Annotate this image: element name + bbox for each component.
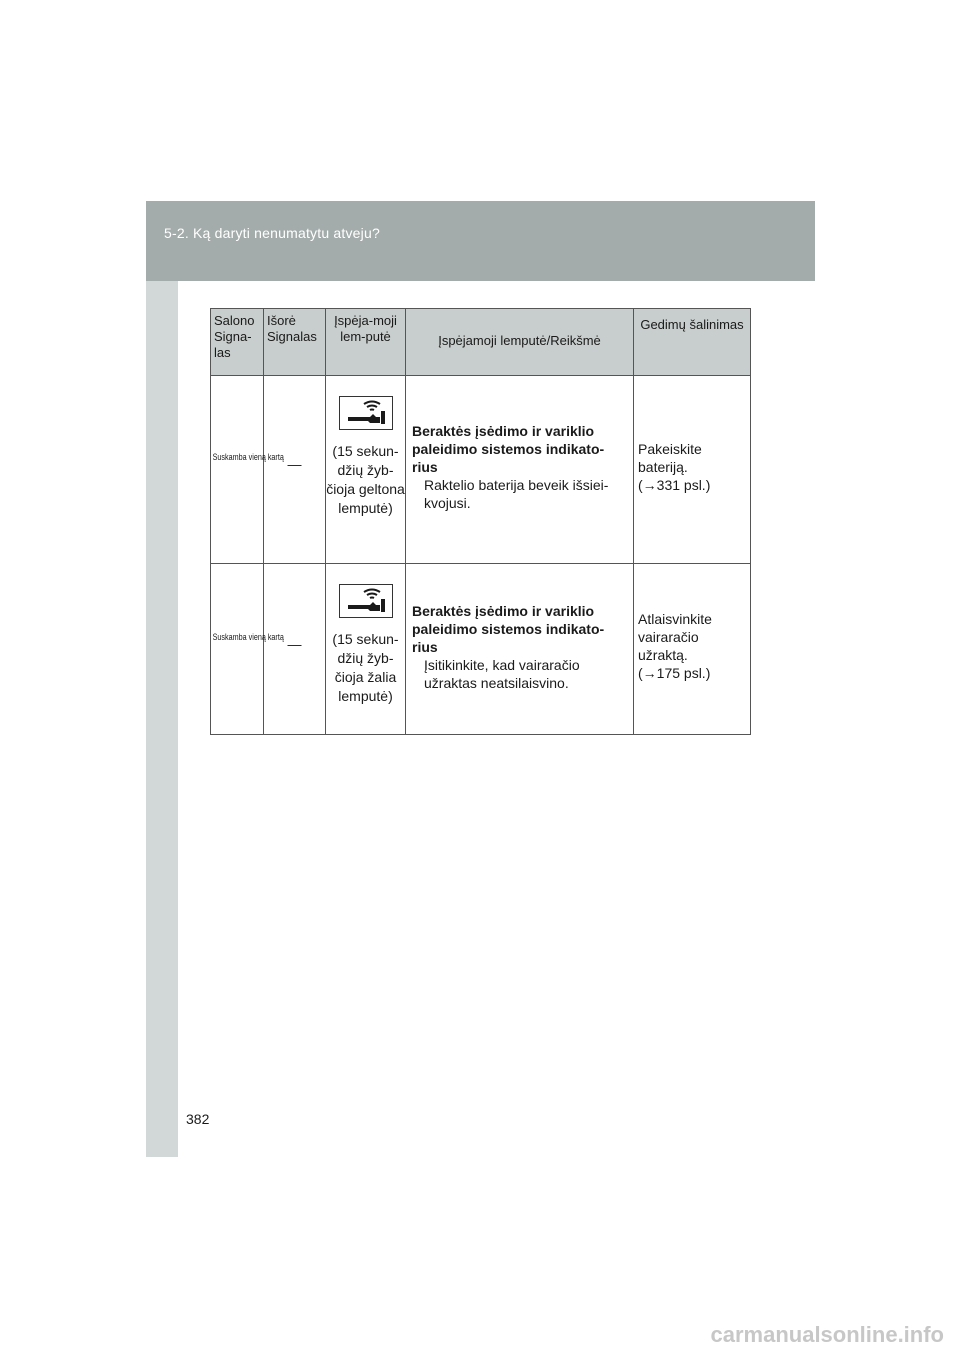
indicator-meaning: Įsitikinkite, kad vairaračio užraktas neatsilaisvino. [424,657,580,691]
page-number: 382 [186,1111,210,1127]
indicator-title: Beraktės įsėdimo ir variklio paleidimo sistemos indikato-rius [412,603,605,655]
interior-signal-cell: Suskamba vieną kartą [211,564,264,735]
header-troubleshooting: Gedimų šalinimas [634,309,751,376]
lamp-cell [326,564,406,735]
header-interior-signal: Salono Signa-las [211,309,264,376]
header-exterior-signal: Išorė Signalas [264,309,326,376]
interior-signal-cell: Suskamba vieną kartą [211,376,264,564]
lamp-caption: (15 sekun-džių žyb-čioja geltona lemputė) [326,443,405,516]
header-warning-lamp: Įspėja-moji lem-putė [326,309,406,376]
section-title: 5-2. Ką daryti nenumatytu atveju? [164,225,380,241]
footer-watermark-url: carmanualsonline.info [710,1322,944,1347]
side-strip [146,281,178,1157]
troubleshooting-cell [634,564,751,735]
description-cell [406,564,634,735]
key-wireless-indicator-icon [339,584,393,618]
troubleshooting-text: Pakeiskite bateriją. (→331 psl.) [638,441,711,493]
description-cell [406,376,634,564]
table-row [211,564,751,735]
troubleshooting-text: Atlaisvinkite vairaračio užraktą. (→175 psl.) [638,611,712,681]
indicator-title: Beraktės įsėdimo ir variklio paleidimo sistemos indikato-rius [412,423,605,475]
section-header [146,201,815,281]
key-wireless-warning-icon [339,396,393,430]
exterior-signal-cell: — [264,376,326,564]
warning-indicator-table [210,308,751,735]
exterior-signal-cell: — [264,564,326,735]
table-row [211,376,751,564]
lamp-caption: (15 sekun-džių žyb-čioja žalia lemputė) [332,631,399,704]
indicator-meaning: Raktelio baterija beveik išsiei-kvojusi. [424,477,609,511]
lamp-cell [326,376,406,564]
troubleshooting-cell [634,376,751,564]
table-header-row [211,309,751,376]
header-description: Įspėjamoji lemputė/Reikšmė [406,309,634,376]
